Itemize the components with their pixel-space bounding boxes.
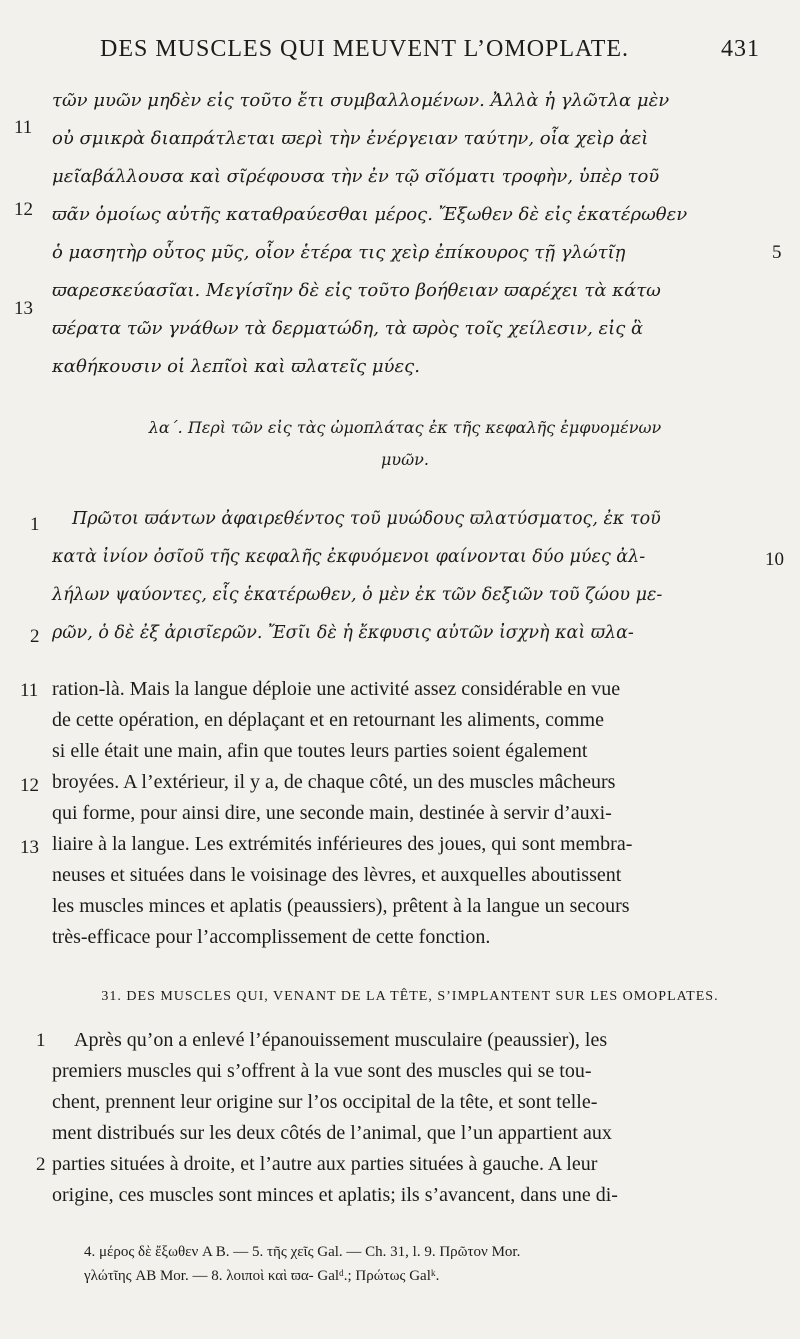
margin-number: 2 — [36, 1154, 46, 1175]
page-number: 431 — [721, 36, 760, 62]
text-line: les muscles minces et aplatis (peaussiers), prêtent à la langue un secours — [52, 895, 630, 917]
margin-number: 11 — [14, 117, 33, 138]
text-line: chent, prennent leur origine sur l’os occipital de la tête, et sont telle- — [52, 1091, 598, 1113]
text-line: origine, ces muscles sont minces et aplatis; ils s’avancent, dans une di- — [52, 1184, 618, 1206]
text-line: ϖαρεσκεύασῖαι. Μεγίσῖην δὲ εἰς τοῦτο βοήθειαν ϖαρέχει τὰ κάτω — [52, 280, 661, 301]
right-line-number: 10 — [765, 549, 784, 570]
footnote-line: 4. μέρος δὲ ἔξωθεν A B. — 5. τῆς χεῖς Gal. — Ch. 31, l. 9. Πρῶτον Mor. — [84, 1244, 521, 1260]
text-line: ρῶν, ὁ δὲ ἐξ ἀρισῖερῶν. Ἔσῖι δὲ ἡ ἔκφυσις αὐτῶν ἰσχνὴ καὶ ϖλα- — [52, 623, 634, 643]
text-line: neuses et situées dans le voisinage des lèvres, et auxquelles aboutissent — [52, 864, 622, 886]
text-line: ὁ μασητὴρ οὗτος μῦς, οἷον ἑτέρα τις χεὶρ ἐπίκουρος τῇ γλώτῖῃ — [52, 242, 626, 263]
margin-number: 12 — [14, 199, 33, 220]
margin-number: 1 — [36, 1030, 46, 1051]
text-line: ration-là. Mais la langue déploie une activité assez considérable en vue — [52, 678, 621, 700]
text-line: liaire à la langue. Les extrémités inférieures des joues, qui sont membra- — [52, 833, 633, 855]
margin-number: 12 — [20, 775, 39, 796]
text-line: τῶν μυῶν μηδὲν εἰς τοῦτο ἔτι συμβαλλομένων. Ἀλλὰ ἡ γλῶτλα μὲν — [52, 90, 670, 111]
margin-number: 13 — [14, 298, 33, 319]
text-line: parties situées à droite, et l’autre aux parties situées à gauche. A leur — [52, 1153, 598, 1175]
text-line: μεῖαβάλλουσα καὶ σῖρέφουσα τὴν ἐν τῷ σῖόματι τροφὴν, ὑπὲρ τοῦ — [52, 166, 660, 187]
header-title: DES MUSCLES QUI MEUVENT L’OMOPLATE. — [100, 36, 630, 62]
margin-number: 2 — [30, 626, 40, 647]
text-line: broyées. A l’extérieur, il y a, de chaque côté, un des muscles mâcheurs — [52, 771, 616, 793]
greek-chapter-heading: λα΄. Περὶ τῶν εἰς τὰς ὠμοπλάτας ἐκ τῆς κεφαλῆς ἐμφυομένων — [148, 418, 662, 437]
text-line: καθήκουσιν οἱ λεπῖοὶ καὶ ϖλατεῖς μύες. — [52, 356, 420, 377]
margin-number: 1 — [30, 514, 40, 535]
margin-number: 13 — [20, 837, 39, 858]
text-line: ϖέρατα τῶν γνάθων τὰ δερματώδη, τὰ ϖρὸς τοῖς χείλεσιν, εἰς ἃ — [52, 318, 644, 339]
text-line: qui forme, pour ainsi dire, une seconde main, destinée à servir d’auxi- — [52, 802, 612, 824]
text-line: de cette opération, en déplaçant et en retournant les aliments, comme — [52, 709, 604, 731]
french-chapter-heading: 31. DES MUSCLES QUI, VENANT DE LA TÊTE, S’IMPLANTENT SUR LES OMOPLATES. — [101, 989, 719, 1004]
text-line: Après qu’on a enlevé l’épanouissement musculaire (peaussier), les — [74, 1029, 608, 1051]
text-line: Πρῶτοι ϖάντων ἀφαιρεθέντος τοῦ μυώδους ϖλατύσματος, ἐκ τοῦ — [72, 509, 661, 529]
text-line: κατὰ ἰνίον ὀσῖοῦ τῆς κεφαλῆς ἐκφυόμενοι φαίνονται δύο μύες ἀλ- — [52, 547, 646, 567]
text-line: λήλων ψαύοντες, εἷς ἑκατέρωθεν, ὁ μὲν ἐκ τῶν δεξιῶν τοῦ ζώου με- — [52, 585, 663, 605]
text-line: si elle était une main, afin que toutes leurs parties soient également — [52, 740, 588, 762]
text-line: ϖᾶν ὁμοίως αὐτῆς καταθραύεσθαι μέρος. Ἔξωθεν δὲ εἰς ἑκατέρωθεν — [52, 204, 688, 225]
text-line: premiers muscles qui s’offrent à la vue sont des muscles qui se tou- — [52, 1060, 592, 1082]
right-line-number: 5 — [772, 242, 782, 263]
text-line: οὐ σμικρὰ διαπράτλεται ϖερὶ τὴν ἐνέργειαν ταύτην, οἷα χεὶρ ἀεὶ — [52, 128, 649, 149]
text-line: très-efficace pour l’accomplissement de cette fonction. — [52, 926, 491, 948]
greek-chapter-heading-cont: μυῶν. — [381, 450, 429, 469]
footnote-line: γλώτῖης AB Mor. — 8. λοιποὶ καὶ ϖα- Galᵈ.; Πρώτως Galᵏ. — [84, 1268, 440, 1284]
margin-number: 11 — [20, 680, 39, 701]
text-line: ment distribués sur les deux côtés de l’animal, que l’un appartient aux — [52, 1122, 612, 1144]
